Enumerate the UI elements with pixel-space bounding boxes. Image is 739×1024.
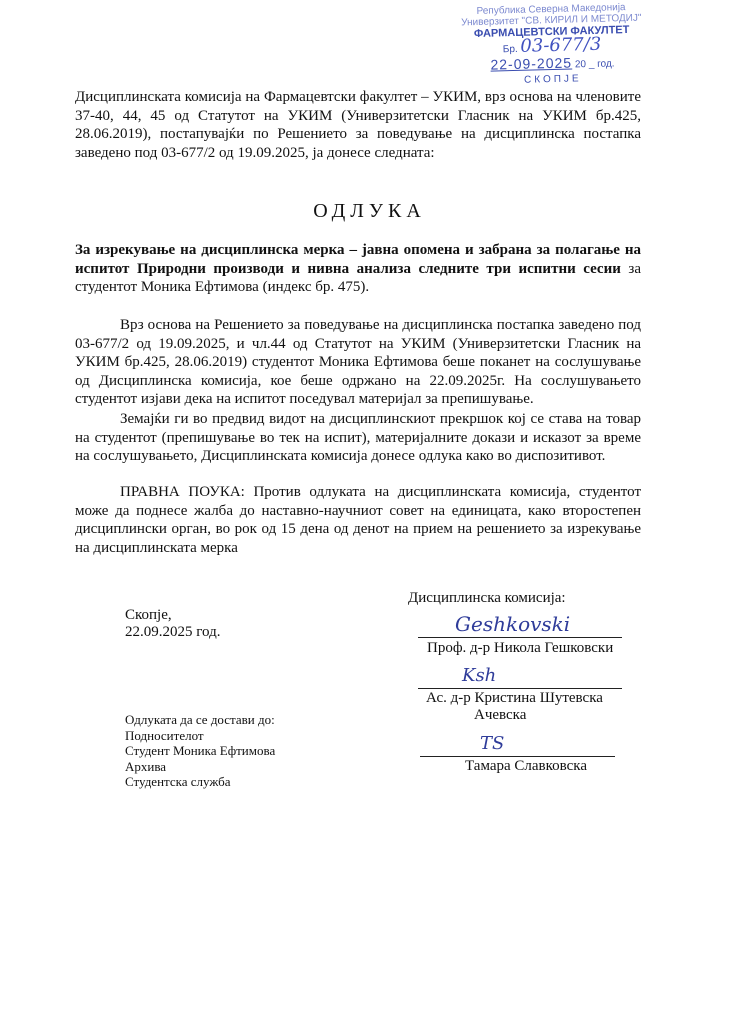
signature-line bbox=[420, 756, 615, 757]
decision-bold: За изрекување на дисциплинска мерка – јавна опомена и забрана за полагање на испитот Природни производи и нивна анализа следните три испитни сесии bbox=[75, 242, 641, 277]
stamp-year: 20 _ год. bbox=[574, 58, 615, 71]
stamp-date: 22-09-2025 bbox=[490, 54, 573, 73]
committee-label: Дисциплинска комисија: bbox=[408, 590, 566, 606]
consideration-paragraph: Земајќи ги во предвид видот на дисциплинскиот прекршок кој се става на товар на студентот (препишување во тек на испит), материјалните докази и исказот за време на сослушувањето, Дисциплинската комисија донесе одлука како во диспозитивот. bbox=[75, 411, 641, 465]
signature-line bbox=[418, 688, 622, 689]
place: Скопје, bbox=[125, 607, 172, 623]
distribution-item: Архива bbox=[125, 758, 167, 774]
signature-3: TS bbox=[480, 733, 505, 754]
stamp-line: Универзитет "СВ. КИРИЛ И МЕТОДИЈ" bbox=[461, 12, 642, 29]
reasoning-paragraph: Врз основа на Решението за поведување на дисциплинска постапка заведено под 03-677/2 од 19.09.2025, и чл.44 од Статутот на УКИМ (Универзитетски Гласник на УКИМ бр.425, 28.06.2019) студентот Моника Ефтимова беше поканет на сослушување од Дисциплинска комисија, кое беше одржано на 22.09.2025г. На сослушувањето студентот изјави дека на испитот поседувал материјал за препишување. bbox=[75, 317, 641, 408]
stamp-city: СКОПЈЕ bbox=[523, 73, 582, 86]
stamp-line: Република Северна Македонија bbox=[476, 2, 626, 17]
document-title: ОДЛУКА bbox=[313, 200, 426, 222]
registry-stamp bbox=[451, 1, 653, 89]
date: 22.09.2025 год. bbox=[125, 624, 221, 640]
distribution-item: Студентска служба bbox=[125, 774, 231, 789]
stamp-faculty: ФАРМАЦЕВТСКИ ФАКУЛТЕТ bbox=[473, 23, 630, 41]
member-name: Проф. д-р Никола Гешковски bbox=[427, 640, 614, 656]
distribution-list bbox=[125, 712, 275, 790]
member-name: Тамара Славковска bbox=[465, 758, 588, 774]
stamp-number: 03-677/3 bbox=[520, 33, 602, 57]
signature-2: Ksh bbox=[462, 665, 497, 686]
decision-paragraph bbox=[75, 241, 641, 297]
intro-paragraph: Дисциплинската комисија на Фармацевтски факултет – УКИМ, врз основа на членовите 37-40, 44, 45 од Статутот на УКИМ (Универзитетски Гласник на УКИМ бр.425, 28.06.2019), постапувајќи по Решението за поведување на дисциплинска постапка заведено под 03-677/2 од 19.09.2025, ја донесе следната: bbox=[75, 89, 641, 161]
member-name: Ас. д-р Кристина Шутевска bbox=[426, 690, 603, 706]
signature-1: Geshkovski bbox=[455, 612, 571, 636]
distribution-item: Подносителот bbox=[125, 727, 204, 743]
legal-remedy-paragraph: ПРАВНА ПОУКА: Против одлуката на дисциплинската комисија, студентот може да поднесе жалба до наставно-научниот совет на единицата, како второстепен дисциплински орган, во рок од 15 дена од денот на прием на решението за изрекување на дисциплинската мерка bbox=[75, 484, 641, 556]
distribution-label: Одлуката да се достави до: bbox=[125, 712, 275, 727]
signature-line bbox=[418, 637, 622, 638]
decision-rest: за студентот Моника Ефтимова (индекс бр. 475). bbox=[75, 260, 641, 296]
distribution-item: Студент Моника Ефтимова bbox=[125, 743, 276, 758]
member-name-cont: Ачевска bbox=[474, 707, 527, 723]
stamp-number-label: Бр. bbox=[502, 43, 518, 56]
